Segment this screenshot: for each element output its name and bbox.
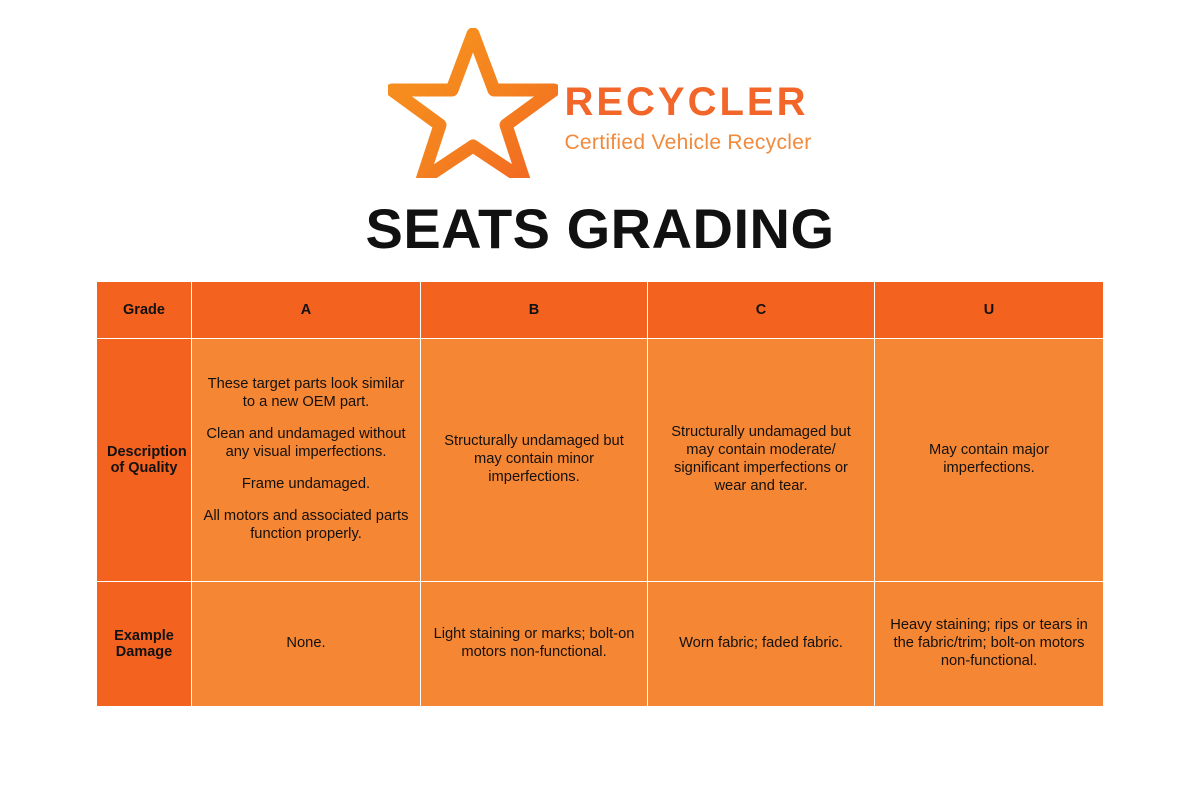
logo-title: RECYCLER (564, 79, 809, 124)
column-header-c: C (648, 282, 875, 339)
cell-paragraph: All motors and associated parts function properly. (203, 507, 409, 542)
page-title: SEATS GRADING (365, 197, 835, 260)
star-icon (388, 28, 558, 178)
column-header-a: A (192, 282, 421, 339)
cell-paragraph: May contain major imperfections. (929, 442, 1049, 476)
table-row (97, 339, 1104, 582)
cell-damage-a (192, 582, 421, 707)
logo-inner (388, 28, 811, 178)
column-header-b: B (421, 282, 648, 339)
row-label-example-damage: Example Damage (97, 582, 192, 707)
table-body (97, 339, 1104, 707)
logo-subtitle: Certified Vehicle Recycler (564, 130, 812, 154)
cell-paragraph: None. (286, 635, 326, 652)
table-header-row (97, 282, 1104, 339)
table-header (97, 282, 1104, 339)
cell-damage-c (648, 582, 875, 707)
cell-paragraph: Worn fabric; faded fabric. (679, 635, 843, 652)
cell-damage-b (421, 582, 648, 707)
logo-text (564, 54, 811, 153)
table-row (97, 582, 1104, 707)
seats-grading-table (96, 281, 1104, 707)
cell-description-b (421, 339, 648, 582)
cell-description-a (192, 339, 421, 582)
column-header-u: U (875, 282, 1104, 339)
logo (0, 28, 1200, 178)
cell-paragraph: Light staining or marks; bolt-on motors non-functional. (433, 626, 635, 660)
cell-paragraph: Clean and undamaged without any visual imperfections. (206, 426, 406, 461)
row-label-description: Description of Quality (97, 339, 192, 582)
cell-description-c (648, 339, 875, 582)
cell-paragraph: Structurally undamaged but may contain moderate/ significant imperfections or wear and tear. (671, 424, 851, 494)
cell-paragraph: Heavy staining; rips or tears in the fabric/trim; bolt-on motors non-functional. (890, 617, 1088, 669)
cell-paragraph: Structurally undamaged but may contain minor imperfections. (444, 433, 624, 485)
cell-paragraph: These target parts look similar to a new OEM part. (207, 376, 405, 411)
cell-description-u (875, 339, 1104, 582)
cell-paragraph: Frame undamaged. (241, 475, 371, 492)
column-header-grade: Grade (97, 282, 192, 339)
cell-damage-u (875, 582, 1104, 707)
